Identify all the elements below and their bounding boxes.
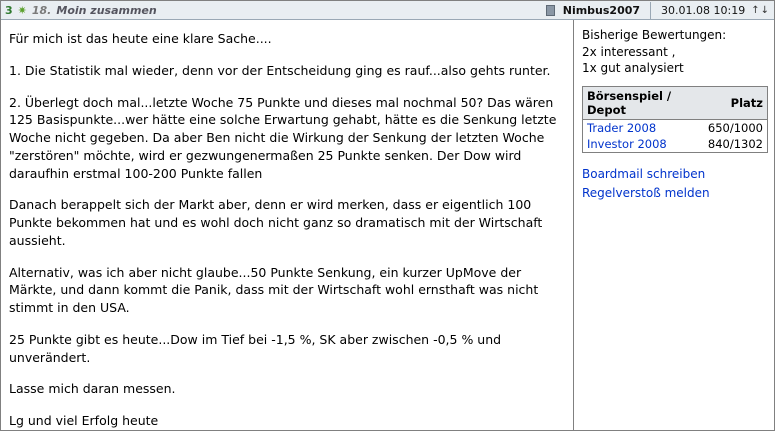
table-row: [583, 120, 768, 137]
column-header-rank: Platz: [704, 87, 768, 120]
ratings-title: Bisherige Bewertungen:: [582, 28, 727, 42]
post-nav-arrows-icon[interactable]: ↑↓: [751, 4, 770, 16]
post-number: 18.: [31, 3, 52, 17]
table-row: [583, 136, 768, 153]
header-divider: [650, 2, 651, 19]
boardmail-link[interactable]: Boardmail schreiben: [582, 167, 706, 182]
depot-name-cell: [583, 120, 704, 137]
post-paragraph: Lasse mich daran messen.: [9, 381, 176, 397]
post-paragraph: Für mich ist das heute eine klare Sache....: [9, 31, 272, 46]
table-header-row: [583, 87, 768, 120]
rating-count: 3: [5, 3, 13, 17]
post-paragraph: Danach berappelt sich der Markt aber, denn er wird merken, dass er eigentlich 100 Punkte bekommen hat und es wohl doch nicht ganz so dramatisch mit der Wirtschaft aussieht.: [9, 197, 543, 248]
post-author[interactable]: Nimbus2007: [562, 3, 641, 17]
sidebar-links: [582, 165, 766, 202]
post-header-left: [5, 4, 546, 17]
depot-table: [582, 86, 768, 153]
post-paragraph: 1. Die Statistik mal wieder, denn vor der Entscheidung ging es rauf...also gehts runter.: [9, 62, 551, 78]
depot-name-cell: [583, 136, 704, 153]
depot-link[interactable]: Trader 2008: [587, 121, 657, 136]
post-timestamp: 30.01.08 10:19: [661, 3, 746, 17]
depot-rank-cell: 650/1000: [707, 121, 763, 136]
column-header-depot: Börsenspiel / Depot: [583, 87, 704, 120]
user-icon: [546, 5, 555, 16]
post-title: Moin zusammen: [56, 3, 157, 17]
rating-entry: 2x interessant ,: [582, 45, 676, 59]
depot-rank-cell: 840/1302: [707, 137, 763, 152]
post-paragraph: 25 Punkte gibt es heute...Dow im Tief bei -1,5 %, SK aber zwischen -0,5 % und unverändert.: [9, 331, 502, 365]
post-body: [1, 20, 774, 430]
post-header-bar: [1, 1, 774, 20]
post-text: [1, 20, 573, 430]
report-violation-link[interactable]: Regelverstoß melden: [582, 185, 710, 200]
post-header-right: [546, 2, 770, 19]
rating-entry: 1x gut analysiert: [582, 61, 684, 76]
post-paragraph: Alternativ, was ich aber nicht glaube...50 Punkte Senkung, ein kurzer UpMove der Märkte, und dann kommt die Panik, dass mit der Wirtschaft wohl ernsthaft was nicht stimmt in den USA.: [9, 264, 539, 315]
post-sidebar: [574, 20, 774, 430]
star-icon: ✷: [17, 3, 27, 17]
depot-link[interactable]: Investor 2008: [587, 137, 667, 152]
post-paragraph: Lg und viel Erfolg heute: [9, 413, 159, 428]
post-paragraph: 2. Überlegt doch mal...letzte Woche 75 Punkte und dieses mal nochmal 50? Das wären 125 Basispunkte...wer hätte eine solche Erwartung gehabt, hätte es die Senkung letzte Woche nicht gegeben. Da aber Ben nicht die Wirkung der Senkung der letzten Woche "zerstören" möchte, wird er gezwungenermaßen 25 Punkte senken. Der Dow wird daraufhin erstmal 100-200 Punkte fallen: [9, 94, 557, 181]
